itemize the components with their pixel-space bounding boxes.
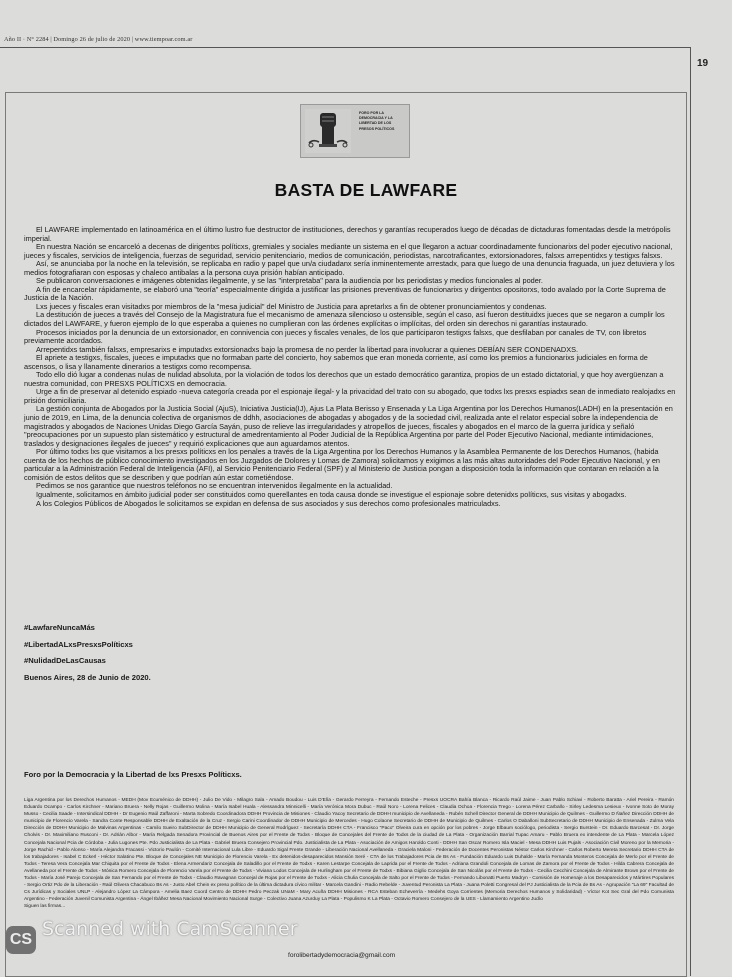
article-paragraph: Lxs jueces y fiscales eran visitadxs por miembros de la "mesa judicial" del Ministro de Justicia para apretarlxs a fin de obtener pronunciamientos y condenas. bbox=[36, 301, 547, 311]
raised-fist-icon bbox=[305, 109, 351, 153]
article-paragraph: El LAWFARE implementado en latinoamérica en el último lustro fue destructor de instituciones, derechos y garantías recuperados luego de décadas de dictaduras fomentadas desde la metrópolis imperial. bbox=[24, 225, 671, 243]
article-paragraph: Urge a fin de preservar al detenido espiado -nueva categoría creada por el espionaje ilegal- y la privacidad del trato con su abogado, que todxs lxs presxs espiadxs sean de inmediato realojadxs en prisión domiciliaria. bbox=[24, 387, 676, 405]
contact-email: forolibertadydemocracia@gmail.com bbox=[288, 952, 396, 959]
date-line: Buenos Aires, 28 de Junio de 2020. bbox=[24, 672, 151, 682]
logo-caption: FORO POR LA DEMOCRACIA Y LA LIBERTAD DE LOS PRESOS POLÍTICOS bbox=[359, 111, 395, 131]
article-paragraph: Procesos iniciados por la denuncia de un extorsionador, en connivencia con jueces y fiscales venales, de los que participaron testigxs falsxs, que desfilaban por canales de TV, con libretos previamente acordados. bbox=[24, 327, 647, 346]
page-dateline: Año II · N° 2284 | Domingo 26 de julio de 2020 | www.tiempoar.com.ar bbox=[4, 36, 193, 43]
article-paragraph: Por último todxs lxs que visitamos a lxs presxs políticxs en los penales a través de la Liga Argentina por los Derechos Humanos y la Asamblea Permanente de los Derechos Humanos, (habida cuenta de los hechos de público conocimiento investigados en los Juzgados de Dolores y Lomas de Zamora) solicitamos y exigimos a las más altas autoridades del Poder Ejecutivo Nacional, y en particular a la Administración Federal de Inteligencia (AFI), al Servicio Penitenciario Federal (SPF) y al Ministerio de Justicia pongan a disposición toda la información que contaran en relación a la comisión de estos delitos que se describen y que podrían aún estar cometiéndose. bbox=[24, 447, 660, 482]
article-paragraph: Igualmente, solicitamos en ámbito judicial poder ser constituidos como querellantes en toda causa donde se investigue el espionaje sobre detenidxs políticxs, sus visitas y abogadxs. bbox=[36, 489, 627, 499]
article-paragraph: La gestión conjunta de Abogados por la Justicia Social (AjuS), Iniciativa Justicia(IJ), Ajus La Plata Berisso y Ensenada y La Liga Argentina por los Derechos Humanos(LADH) en la presentación en junio de 2019, en Lima, de la denuncia colectiva de organismos de ddhh, asociaciones de abogadas y abogados y de la sociedad civil, realizada ante el relator especial sobre la independencia de magistrados y abogados de Naciones Unidas Diego García Sayán, puso de relieve las irregularidades y atropellos de jueces, fiscales y abogados en el marco de la guerra jurídica y señaló "preocupaciones por un supuesto plan sistemático y estructural de amedrentamiento al Poder Judicial de la República Argentina por parte del Poder Ejecutivo Nacional, mediante intimidaciones, traslados y designaciones ilegales de jueces" y requirió explicaciones que aun aguardamos atentos. bbox=[24, 404, 673, 448]
article-paragraph: A fin de encarcelar rápidamente, se elaboró una "teoría" especialmente dirigida a justificar las prisiones preventivas de funcionarixs y dirigentxs opositorxs, todo avalado por la Corte Suprema de Justicia de la Nación. bbox=[24, 284, 666, 303]
hashtags-block bbox=[24, 620, 151, 686]
signers-list bbox=[24, 797, 674, 911]
hashtag: #NulidadDeLasCausas bbox=[24, 656, 106, 665]
article-paragraph: Todo ello dió lugar a condenas nulas de nulidad absoluta, por la violación de todos los derechos que un estado democrático garantiza, propios de un estado dictatorial, y que hoy avergüenzan a nuestra comunidad, con PRESXS POLÍTICXS en democracia. bbox=[24, 370, 664, 388]
article-title: BASTA DE LAWFARE bbox=[274, 180, 458, 200]
camscanner-logo-icon: CS bbox=[6, 926, 36, 954]
article-paragraph: La destitución de jueces a través del Consejo de la Magistratura fue el mecanismo de amenaza silencioso u ostensible, según el caso, así fueron destituidxs jueces que se negaron a cumplir los dictados del LAWFARE, y fueron ejemplo de lo que esperaba a quienes no cumplieran con las órdenes explícitas o implícitas, del orden sin derechos ni garantías instaurado. bbox=[24, 310, 665, 329]
hashtag: #LawfareNuncaMás bbox=[24, 623, 95, 632]
article-paragraph: Arrepentidxs también falsxs, empresarixs e imputadxs extorsionadxs bajo la promesa de no perder la libertad para involucrar a quienes DEBÍAN SER CONDENADXS. bbox=[36, 344, 579, 354]
article-paragraph: Se publicaron conversaciones e imágenes obtenidas ilegalmente, y se las "interpretaba" para la audiencia por lxs periodistas y medios funcionales al poder. bbox=[36, 276, 543, 286]
signature-organization: Foro por la Democracia y la Libertad de lxs Presxs Políticxs. bbox=[24, 770, 242, 779]
article-paragraph: Así, se anunciaba por la noche en la televisión, se replicaba en radio y papel que un/a ciudadanx sería inminentemente arrestadx, para que luego de una denuncia fraguada, un juez detuviera y los medios fotografiaran con esposas y chaleco antibalas a la persona cuya prisión habían anticipado. bbox=[24, 259, 675, 277]
article-paragraph: En nuestra Nación se encarceló a decenas de dirigentxs políticxs, gremiales y sociales mediante un sistema en el que llegaron a actuar coordinadamente funcionarixs del poder ejecutivo nacional, jueces y fiscales, servicios de inteligencia, fuerzas de seguridad, servicio penitenciario, medios de comunicación, periodistas, narcotraficantes, extorsionadores, falsxs arrepentidxs y testigxs falsxs. bbox=[24, 242, 673, 260]
camscanner-watermark: Scanned with CamScanner bbox=[42, 918, 298, 940]
hashtag: #LibertadALxsPresxsPolíticxs bbox=[24, 639, 133, 649]
article-paragraph: A los Colegios Públicos de Abogados le solicitamos se expidan en defensa de sus asociados y sus derechos como profesionales matriculadxs. bbox=[36, 498, 501, 508]
article-body bbox=[24, 226, 676, 508]
signers-tail: Siguen las firmas... bbox=[24, 904, 66, 910]
article-paragraph: El apriete a testigxs, fiscales, jueces e imputadxs que no formaban parte del concierto, hoy sabemos que eran moneda corriente, así como los premios a funcionarixs judiciales en forma de ascensos, o lisa y llanamente dinerarios a testigxs como recompensa. bbox=[24, 353, 648, 371]
article-paragraph: Pedimos se nos garantice que nuestros teléfonos no se encuentran intervenidos ilegalmente en la actualidad. bbox=[36, 481, 393, 491]
signers-text: Liga Argentina por los Derechos Humanos - MEDH (Mov Ecuménico de DDHH) - Julio De Vido - Milagro Sala - Amado Boudou - Luis D'Elía - Gerardo Ferreyra - Fernando Esteche - Presxs UOCRA Bahía Blanca - Ricardo Raúl Jaime - Juan Pablo Schiavi - Roberto Baratta - Ariel Pereira - Ramón Eduardo Ocampo - Carlos Kirchner - Mariano Bruera - Nelly Rojas - Guillermo Molina - María Isabel Huala - Alessandra Minnicelli - María Verónica Mora Dubuc - Raúl Noro - Lorena Felices - Claudia Ochoa - Florencia Trego - Lorena Pérez Carballo - Sirley Ledesma Lesieux - Ivonne Soto de Moray Musso - Cecilia Saade - Intersindical DDHH - Dr Eugenio Raúl Zaffaroni - Marta Sobredo Coordinadora DDHH Provincia de Misiones - Claudio Yacoy Secretario de DDHH municipio de Avellaneda - Rubén Schell Director General de DDHH Municipio de Quilmes - Guillermo D Ñañez Dirección DDHH de municipio de Florencio Varela - Sandra Conte Responsable DDHH de Exaltación de la Cruz - Sergio Carini Coordinador de DDHH Municipio de Mercedes - Hugo Colaone Secretario de DDHH de Municipio de Quilmes - Carlos O Daballoni SubSecretario de DDHH Municipio de Ensenada - Zulma Vela Dirección de DDHH Municipio de Malvinas Argentinas - Camilo Sueiro SubDirector de DDHH Municipio de General Rodríguez - Secretaría DDHH CTA - Francisco "Paco" Olveira cura en opción por los pobres - Jorge Elbaum sociólogo, periodista - Sergio Burstein - Dr. Eduardo Barcesat - Dr. Jorge Cholvis - Dr. Maximiliano Rusconi - Dr. Adrián Albor - María Relgada Senadora Provincial de Buenos Aires por el Frente de Todxs - Bloque de Concejales del Frente de Todxs de la ciudad de La Plata - Organización Barrial Tupac Amaru - Pablo Bruera ex intendente de La Plata - Marcela López Concejala Nacional Pcia de Córdoba - Julia Lugones Pte. Pdo Justicialista de La Plata - Gabriel Bruera Consejero Provincial Pdo. Justicialista de La Plata - Asociación de Amigos Haroldo Conti - DDHH San Oscar Romero Isla Maciel - Mesa DDHH Luis Pujals - Asociación Civil Moreno por la Memoria - Jorge Rachid - Pablo Alonso - María Alejandra Fracassi - Victorio Paulón - Comité Internacional Lula Libre - Eduardo Sigal Frente Grande - Liberación Nacional Avellaneda - Graciela Maloni - Federación de Docentes Peronistas Néstor Carlos Kirchner - Carlos Roberto Mereta Secretario DDHH CTA de los trabajadores - Isabel C Eckerl - Héctor Salatino Pte. Bloque de Concejales NE Municipio de Florencio Varela - Ex detenidos-desaparecidos Mansión Seré - CTA de los Trabajadores Pcia de Bs As - Fundación Eduardo Luis Duhalde - María Fernanda Monteros Concejala de Merlo por el Frente de Todxs - Teresa Vera Concejala Mar Chiquita por el Frente de Todxs - Elena Armendariz Concejala de Saladillo por el Frente de Todxs - Karen Lestarpe Concejala de Laprida por el Frente de Todxs - Adriana Grandoli Concejala de Lomas de Zamora por el Frente de Todxs - Hilda Cabrera Concejala de Avellaneda por el Frente de Todxs - Mónica Romero Concejala de Florencio Varela por el Frente de Todxs - Viviana Lodos Concejala de Hurlingham por el Frente de Todxs - Bibiana Giglio Concejala de San Nicolás por el Frente de Todxs - Cecilia Cecchini Concejala de Almirante Brown por el Frente de Todxs - María José Parejo Concejala de San Fernando por el Frente de Todxs - Claudio Ravagnan Concejal de Rojas por el Frente de Todxs - Alicia Chulia Concejala de Salto por el Frente de Todxs - Fernando Libonatti Puerto Madryn - Comisión de Homenaje a los Desaparecidos y Mártires Populares - Sergio Ortiz Pdo de la Liberación - Raúl Olivera Chacabuco Bs As - Justo Abel Chein ex preso político de la última dictadura cívico militar - Marcela Gandini - Radio Rebelde - Juventud Peronista La Plata - Juana Poletti Congresal del PJ Justicialista de la Pcia de Bs As - Agrupación "La 69" Facultad de Cs Jurídicas y Sociales UNLP - Alejandro López La Cámpora - Amelia Baez Coord Centro de DDHH Pedro Peczak UNaM - Mary Acuña DDHH Misiones - RCA Esteban Echeverría - Medehs Goya Corrientes (Memoria Derechos Humanos y Solidaridad) - Víctor Kot Sec Gral del Pdo Comunista Argentino - Federación Juvenil Comunista Argentina - Ángel Ibáñez Mesa Nacional Movimiento Nacional Surge - Colectivo Juana Azurduy La Plata - Populismo K La Plata - Octavio Romero Consejero de la UES - Llamamiento Argentino Judío bbox=[24, 798, 674, 903]
page-number: 19 bbox=[697, 58, 709, 69]
foro-logo bbox=[300, 104, 410, 158]
header-rule bbox=[0, 47, 690, 48]
